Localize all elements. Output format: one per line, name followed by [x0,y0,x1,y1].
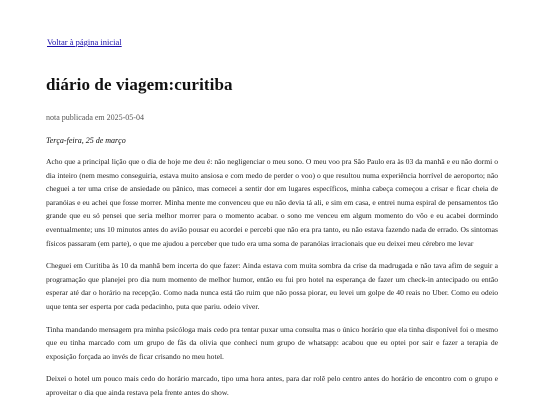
published-date: nota publicada em 2025-05-04 [46,113,144,122]
paragraph: Deixei o hotel um pouco mais cedo do horário marcado, tipo uma hora antes, para dar rolê pelo centro antes do horário de encontro com o grupo e aproveitar o dia que ainda restava pela frente antes do show. [46,374,498,397]
post-title: diário de viagem:curitiba [46,75,233,94]
entry-date-heading: Terça-feira, 25 de março [46,136,126,145]
back-to-home-link[interactable]: Voltar à página inicial [47,37,122,47]
post-body [46,155,498,405]
paragraph: Tinha mandando mensagem pra minha psicóloga mais cedo pra tentar puxar uma consulta mas o único horário que ela tinha disponível foi o mesmo que eu tinha marcado com um grupo de fãs da olivia que conheci num grupo de whatsapp: acabou que eu optei por sair e fazer a terapia de exposição forçada ao invés de ficar crisando no meu hotel. [46,324,498,361]
paragraph: Acho que a principal lição que o dia de hoje me deu é: não negligenciar o meu sono. O meu voo pra São Paulo era às 03 da manhã e eu não dormi o dia inteiro (nem mesmo conseguiria, estava muito ansiosa e com medo de perder o voo) o que resultou numa experiência horrível de aeroporto; não cheguei a ter uma crise de ansiedade ou pânico, mas comecei a sentir dor em lugares específicos, minha cabeça começou a crisar e ficar cheia de paranóias e eu achei que fosse morrer. Minha mente me convenceu que eu não devia tá ali, e sim em casa, e entrei numa espiral de pensamentos tão grande que eu só pensei que seria melhor morrer para o momento acabar. o sono me venceu em algum momento do vôo e eu acabei dormindo eventualmente; uns 10 minutos antes do avião pousar eu acordei e percebi que não era pra tanto, eu não estava fazendo nada de errado. Os sintomas físicos passaram (em parte), o que me ajudou a perceber que tudo era uma soma de paranóias irracionais que eu deixei meu cérebro me levar [46,157,498,248]
paragraph: Cheguei em Curitiba às 10 da manhã bem incerta do que fazer: Ainda estava com muita sombra da crise da madrugada e não tava afim de seguir a programação que planejei pro dia num momento de melhor humor, então eu fui pro hotel na esperança de fazer um check-in antecipado ou então esperar até dar o horário na recepção. Como nada nunca está tão ruim que não possa piorar, eu levei um golpe de 40 reais no Uber. Como eu odeio uque tenta ser esperta por cada pedacinho, puta que pariu. odeio viver. [46,261,498,311]
